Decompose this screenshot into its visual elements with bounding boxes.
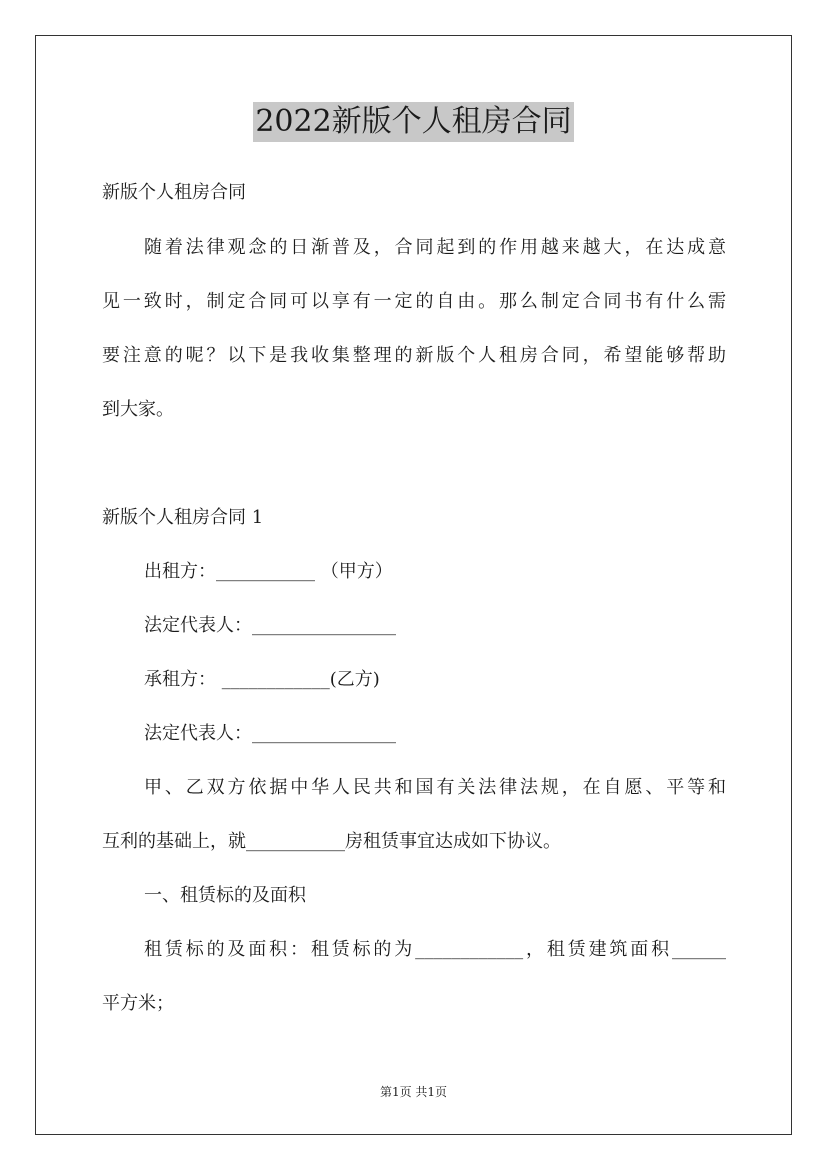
title-container bbox=[0, 102, 827, 142]
lessee-line: 承租方： ____________(乙方) bbox=[144, 669, 380, 690]
document-title: 2022新版个人租房合同 bbox=[253, 102, 573, 142]
intro-line-2: 见一致时，制定合同可以享有一定的自由。那么制定合同书有什么需 bbox=[102, 291, 726, 312]
clause-1-title: 一、租赁标的及面积 bbox=[144, 885, 306, 906]
clause-1-line-1: 租赁标的及面积：租赁标的为____________，租赁建筑面积______ bbox=[144, 939, 726, 960]
page-footer: 第1页 共1页 bbox=[379, 1085, 448, 1099]
agreement-line-1: 甲、乙双方依据中华人民共和国有关法律法规，在自愿、平等和 bbox=[144, 777, 726, 798]
lessor-rep-line: 法定代表人：________________ bbox=[144, 615, 396, 636]
intro-line-4: 到大家。 bbox=[102, 399, 174, 420]
intro-heading: 新版个人租房合同 bbox=[102, 182, 246, 203]
intro-line-1: 随着法律观念的日渐普及，合同起到的作用越来越大，在达成意 bbox=[144, 237, 726, 258]
section-title: 新版个人租房合同 1 bbox=[102, 507, 264, 528]
lessor-line: 出租方：___________ （甲方） bbox=[144, 561, 393, 582]
clause-1-line-2: 平方米； bbox=[102, 993, 174, 1014]
intro-line-3: 要注意的呢？以下是我收集整理的新版个人租房合同，希望能够帮助 bbox=[102, 345, 726, 366]
lessee-rep-line: 法定代表人：________________ bbox=[144, 723, 396, 744]
agreement-line-2: 互利的基础上，就___________房租赁事宜达成如下协议。 bbox=[102, 831, 561, 852]
